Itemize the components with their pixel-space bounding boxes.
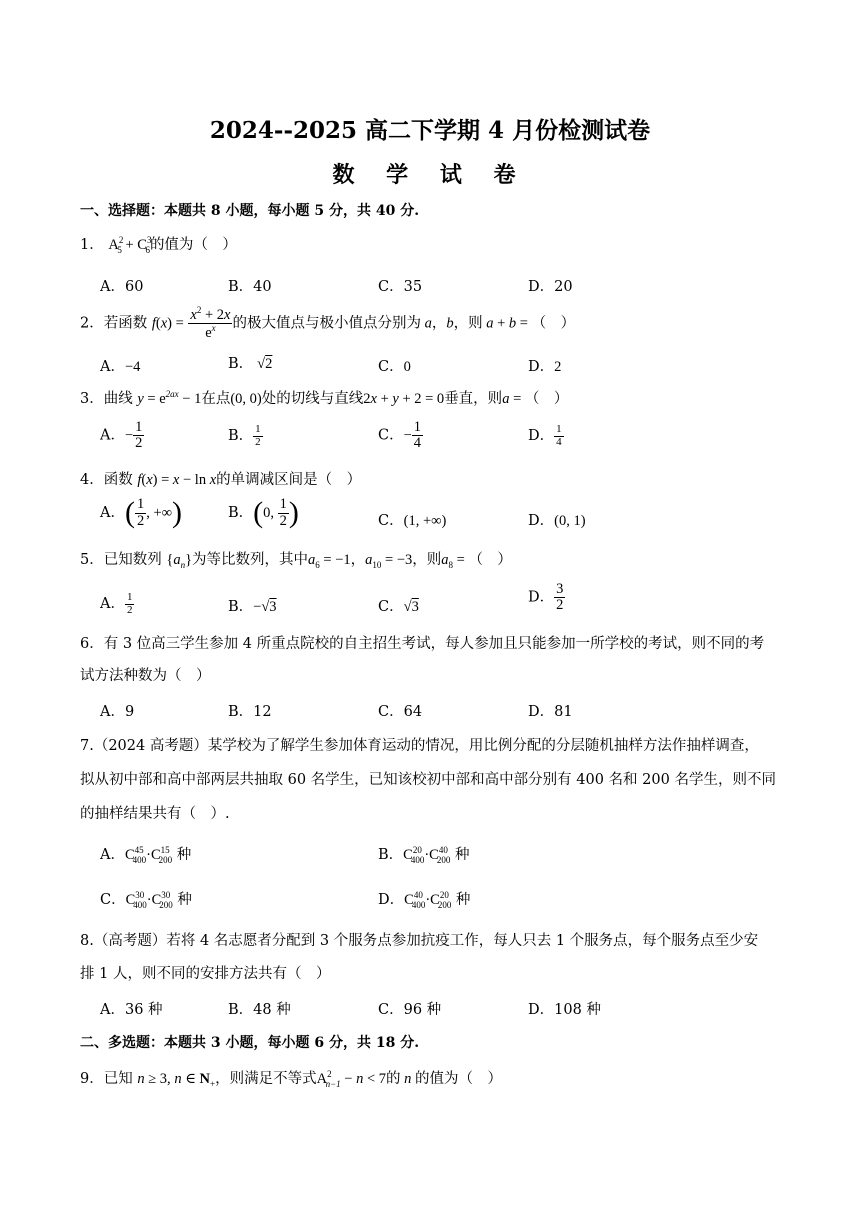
option-b: B．12 xyxy=(228,704,272,720)
question-6-line1: 6．有 3 位高三学生参加 4 所重点院校的自主招生考试，每人参加且只能参加一所学校的考试，则不同的考 xyxy=(80,636,765,652)
option-c: C．35 xyxy=(378,279,423,295)
question-6-line2: 试方法种数为（ ） xyxy=(80,668,211,684)
question-1 xyxy=(80,233,237,255)
question-7-line1: 7.（2024 高考题）某学校为了解学生参加体育运动的情况，用比例分配的分层随机抽样方法作抽样调查， xyxy=(80,738,759,754)
question-4: 4．函数 f(x) = x − ln x的单调减区间是（ ） xyxy=(80,472,362,488)
option-d: D． $\frac{1}{4}$ xyxy=(528,423,562,448)
option-a: A．−4 xyxy=(100,359,141,375)
option-a: A．9 xyxy=(100,704,135,720)
option-b: B．40 xyxy=(228,279,272,295)
question-number: 1． xyxy=(80,237,104,253)
question-9: 9．已知 n ≥ 3, n ∈ $N_+$，则满足不等式$A^2_{n-1} - n < 7$的 n 的值为（ ） xyxy=(80,1069,503,1089)
option-c: C．√3 xyxy=(378,599,419,615)
question-3: 3．曲线 $y = e^{2ax} - 1$在点(0, 0)处的切线与直线2x + y + 2 = 0垂直，则a = （ ） xyxy=(80,389,569,407)
fraction: $\frac{x^2 + 2x}{e^x}$ xyxy=(190,305,231,341)
option-b: B． $\frac{1}{2}$ xyxy=(228,423,261,448)
question-text: 的值为（ ） xyxy=(149,237,237,253)
section-heading-choice: 一、选择题：本题共 8 小题，每小题 5 分，共 40 分. xyxy=(80,203,420,219)
question-2: 2．若函数 f(x) = $\frac{x^2 + 2x}{e^x}$ 的极大值点与极小值点分别为 a，b，则 a + b = （ ） xyxy=(80,305,576,341)
option-a: A．60 xyxy=(100,279,144,295)
question-8-line2: 排 1 人，则不同的安排方法共有（ ） xyxy=(80,966,331,982)
option-d: D．2 xyxy=(528,359,562,375)
question-number: 2．若函数 xyxy=(80,315,148,332)
math-expression: $A^2_5 + C^3_6$ xyxy=(108,235,152,255)
page-title: 2024--2025 高二下学期 4 月份检测试卷 xyxy=(209,117,651,144)
option-b: B．−√3 xyxy=(228,599,277,615)
option-c: C．96 种 xyxy=(378,1002,442,1018)
option-a: A．− $\frac{1}{2}$ xyxy=(100,419,143,452)
question-number: 3．曲线 xyxy=(80,391,133,407)
option-a: A．$C^{45}_{400}\cdot C^{15}_{200}$ 种 xyxy=(100,845,192,865)
option-d: D．(0, 1) xyxy=(528,513,586,529)
question-number: 4．函数 xyxy=(80,472,133,488)
question-number: 5．已知数列 xyxy=(80,552,162,568)
option-d: D．$C^{40}_{400}\cdot C^{20}_{200}$ 种 xyxy=(378,890,471,910)
section-heading-multiple: 二、多选题：本题共 3 小题，每小题 6 分，共 18 分. xyxy=(80,1035,420,1051)
question-7-line2: 拟从初中部和高中部两层共抽取 60 名学生，已知该校初中部和高中部分别有 400 名和 200 名学生，则不同 xyxy=(80,772,776,788)
question-7-line3: 的抽样结果共有（ ）. xyxy=(80,806,230,822)
option-d: D．108 种 xyxy=(528,1002,601,1018)
option-c: C．0 xyxy=(378,359,411,375)
option-c: C．$C^{30}_{400}\cdot C^{30}_{200}$ 种 xyxy=(100,890,192,910)
question-8-line1: 8.（高考题）若将 4 名志愿者分配到 3 个服务点参加抗疫工作，每人只去 1 个服务点，每个服务点至少安 xyxy=(80,933,759,949)
question-text: 的极大值点与极小值点分别为 xyxy=(232,315,421,332)
option-a: A． $\frac{1}{2}$ xyxy=(100,591,133,616)
option-d: D．81 xyxy=(528,704,573,720)
question-5: 5．已知数列 $\{a_n\}$为等比数列，其中$a_6 = -1$，$a_{10} = -3$，则$a_8$ = （ ） xyxy=(80,552,512,570)
option-d: D． $\frac{3}{2}$ xyxy=(528,581,564,614)
option-c: C．− $\frac{1}{4}$ xyxy=(378,419,422,452)
math-expression: f xyxy=(151,315,156,332)
option-d: D．20 xyxy=(528,279,573,295)
option-b: B．$C^{20}_{400}\cdot C^{40}_{200}$ 种 xyxy=(378,845,470,865)
option-a: A．36 种 xyxy=(100,1002,163,1018)
option-b: B． √2 xyxy=(228,356,273,372)
option-b: B．(0, $\frac{1}{2}$ ) xyxy=(228,496,299,529)
page-subtitle: 数 学 试 卷 xyxy=(332,162,528,188)
option-a: A．( $\frac{1}{2}$ , +∞) xyxy=(100,496,182,529)
option-c: C．64 xyxy=(378,704,423,720)
option-b: B．48 种 xyxy=(228,1002,291,1018)
question-number: 9．已知 xyxy=(80,1071,133,1087)
option-c: C．(1, +∞) xyxy=(378,513,447,529)
